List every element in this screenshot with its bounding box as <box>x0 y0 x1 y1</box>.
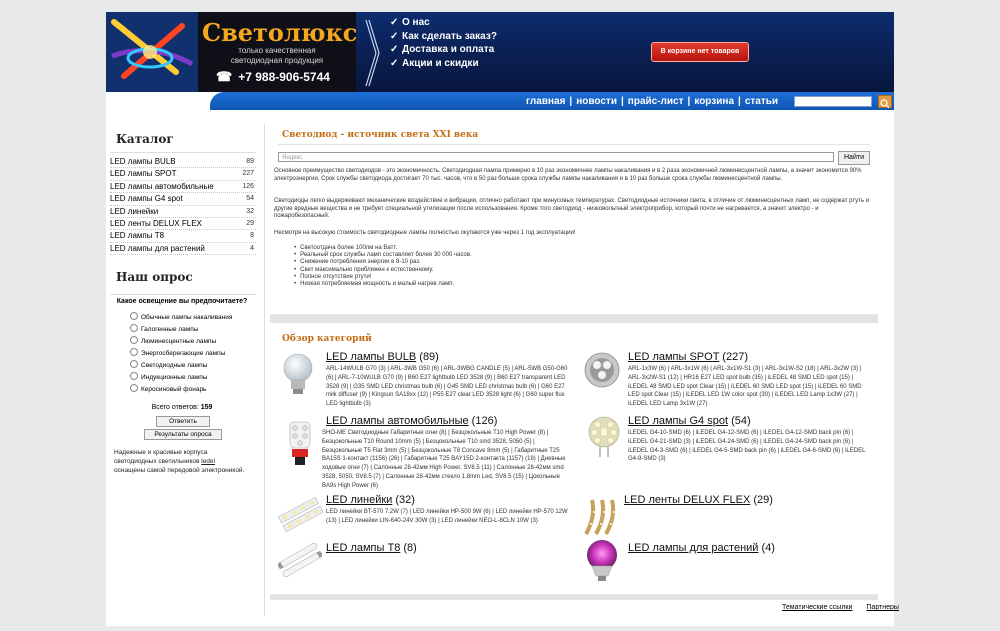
category-link[interactable]: LED ленты DELUX FLEX <box>624 494 751 506</box>
page <box>106 12 899 626</box>
header <box>106 12 894 92</box>
search-button[interactable] <box>878 95 892 108</box>
poll-option[interactable]: Индукционные лампы <box>130 372 232 384</box>
check-icon: ✓ <box>390 17 399 28</box>
yandex-search-input[interactable]: Яндекс <box>278 152 834 162</box>
poll-option[interactable]: Люминесцентные лампы <box>130 336 232 348</box>
benefits-list <box>300 245 860 288</box>
category-link[interactable]: LED лампы SPOT <box>628 351 720 363</box>
list-item: • Низкая потребляемая мощность и малый нагрев ламп. <box>300 281 860 288</box>
radio-button[interactable] <box>130 336 138 344</box>
product-image-car[interactable] <box>280 416 320 473</box>
column-divider <box>264 124 265 616</box>
poll-option[interactable]: Галогенные лампы <box>130 324 232 336</box>
poll-option[interactable]: Обычные лампы накаливания <box>130 312 232 324</box>
footer-links <box>768 604 899 611</box>
category-block: LED лампы BULB (89) ARL-14WULB G70 (3) | ARL-3WB G50 (6) | ARL-3WBG CANDLE (5) | ARL-5WB G50-G60 (6) | ARL-7-10WULB G70 (9) | B60 E27 lightbulb LED 3528 (9) | B60 E27 transparent LED 3528 (9) | G35 SMD LED christmas bulb (6) | G45 SMD LED christmas bulb (6) | G60 E27 milk diffuser (9) | Kingsun SA19xx (12) | P55 E27 clear LED 3528 light (6) | G60 super flux LED lightbulb (3) <box>326 351 568 408</box>
list-item: • Полное отсутствие ртути! <box>300 274 860 281</box>
radio-button[interactable] <box>130 324 138 332</box>
product-image-bars[interactable] <box>278 494 324 541</box>
poll-options <box>130 312 232 396</box>
product-image-strip[interactable] <box>582 496 618 541</box>
check-icon: ✓ <box>390 30 399 42</box>
category-item[interactable]: LED лампы SPOT 227 <box>110 168 256 180</box>
category-block: LED ленты DELUX FLEX (29) <box>624 494 773 506</box>
subcategory-links[interactable]: iLEDEL G4-10-SMD (6) | iLEDEL G4-12-SMD (6) | iLEDEL G4-12-SMD back pin (6) | iLEDEL G4-21-SMD (3) | iLEDEL G4-24-SMD (6) | iLEDEL G4-24-SMD back pin (6) | iLEDEL G4-3-SMD (6) | iLEDEL G4-5-SMD back pin (6) | iLEDEL G4-6-SMD (6) | iLEDEL G4-9-SMD (3) <box>628 430 866 463</box>
check-icon: ✓ <box>390 44 399 55</box>
radio-button[interactable] <box>130 312 138 320</box>
list-item: • Реальный срок службы ламп составляет более 30 000 часов. <box>300 252 860 259</box>
product-image-spot[interactable] <box>582 350 622 395</box>
category-block: LED лампы SPOT (227) ARL-1x3W (6) | ARL-3x1W (6) | ARL-3x1W-S1 (3) | ARL-3x1W-S2 (18) | ARL-3x2W (3) | ARL-3x2W-S1 (12) | HR16 E27 LED spot bulb (35) | iLEDEL 48 SMD LED spot (15) | iLEDEL 48 SMD LED spot Clear (15) | iLEDEL 60 SMD LED spot (15) | iLEDEL 60 SMD LED spot Clear (15) | iLEDEL LED 1W color spot (30) | iLEDEL LED Lamp 1x3W (27) | iLEDEL LED Lamp 3x1W (27) <box>628 351 874 409</box>
top-menu-item[interactable]: ✓ Как сделать заказ? <box>390 30 497 42</box>
poll-total: Всего ответов: 159 <box>151 404 213 411</box>
poll-option[interactable]: Керосиновый фонарь <box>130 384 232 396</box>
poll-option[interactable]: Светодиодные лампы <box>130 360 232 372</box>
product-image-plants[interactable] <box>582 538 622 587</box>
vote-button[interactable]: Ответить <box>156 416 210 427</box>
footer-link-partners[interactable]: Партнеры <box>866 604 899 611</box>
site-search-input[interactable] <box>794 96 872 107</box>
category-item[interactable]: LED лампы G4 spot 54 <box>110 193 256 205</box>
category-link[interactable]: LED лампы T8 <box>326 542 401 554</box>
category-block: LED линейки (32) LED линейки BT-570 7.2W (7) | LED линейки HP-500 9W (6) | LED линейки HP-570 12W (13) | LED линейки LIN-640-24V 30W (3) | LED линейки NEO-L-8CLN 10W (3) <box>326 494 572 526</box>
category-block: LED лампы для растений (4) <box>628 542 775 554</box>
search-icon <box>879 98 891 109</box>
nav-price-list[interactable]: прайс-лист <box>627 96 684 107</box>
category-link[interactable]: LED лампы BULB <box>326 351 417 363</box>
product-image-bulb[interactable] <box>278 352 318 401</box>
overview-title: Обзор категорий <box>282 334 372 344</box>
category-link[interactable]: LED линейки <box>326 494 393 506</box>
list-item: • Свет максимально приближен к естественному. <box>300 267 860 274</box>
check-icon: ✓ <box>390 57 399 69</box>
poll-question: Какое освещение вы предпочитаете? <box>116 298 248 305</box>
chevron-decoration <box>364 18 380 88</box>
radio-button[interactable] <box>130 348 138 356</box>
intro-paragraph: Несмотря на высокую стоимость светодиодные лампы полностью окупаются уже через 1 год эксплуатации! <box>274 230 576 236</box>
top-menu-item[interactable]: ✓ Доставка и оплата <box>390 44 495 55</box>
intro-paragraph: Светодиоды легко выдерживают механические воздействие и вибрации, отлично работают при минусовых температурах. Светодиодные источники света, в отличие от люминесцентных ламп, не содержат ртуть и другие вредные вещества и не требует специальной утилизации после использования. Кроме того светодиод - низковольтный электроприбор, который почти не нагревается, а значит электро - и пожаробезопасный. <box>274 198 870 219</box>
category-block: LED лампы T8 (8) <box>326 542 417 554</box>
category-block: LED лампы автомобильные (126) SHO-ME Светодиодные Габаритные огни (8) | Безцокольные T10 High Power (8) | Безцокольные T10 Round 10mm (5) | Безцокольные T10 smd 3528, 5050 (5) | Безцокольные T5 Flat 3mm (5) | Безцокольные T8 Concave 8mm (5) | Габаритные T25 BA15S 1-контакт (1156) (26) | Габаритные T25 BAY15D 2-контакта (1157) (18) | Дневные ходовые огни (7) | Салонные 28-42мм High Power, SV8.5 (11) | Салонные 28-42мм smd 3528, 5050, SV8.5 (7) | Салонные 28-42мм стекло 1.8mm Led, SV8.5 (15) | Цокольные BA9s High Power (6) <box>322 415 574 491</box>
section-divider <box>270 314 878 323</box>
phone-icon: ☎ <box>216 69 233 84</box>
category-item[interactable]: LED лампы автомобильные 126 <box>110 181 256 193</box>
phone-number: ☎ +7 988-906-5744 <box>216 69 330 84</box>
category-link[interactable]: LED лампы для растений <box>628 542 759 554</box>
list-item: • Снижение потребления энергии в 8-10 раз. <box>300 259 860 266</box>
category-item[interactable]: LED ленты DELUX FLEX 29 <box>110 218 256 230</box>
category-block: LED лампы G4 spot (54) iLEDEL G4-10-SMD (6) | iLEDEL G4-12-SMD (6) | iLEDEL G4-12-SMD back pin (6) | iLEDEL G4-21-SMD (3) | iLEDEL G4-24-SMD (6) | iLEDEL G4-24-SMD back pin (6) | iLEDEL G4-3-SMD (6) | iLEDEL G4-5-SMD back pin (6) | iLEDEL G4-6-SMD (6) | iLEDEL G4-9-SMD (3) <box>628 415 874 464</box>
radio-button[interactable] <box>130 372 138 380</box>
subcategory-links[interactable]: ARL-14WULB G70 (3) | ARL-3WB G50 (6) | ARL-3WBG CANDLE (5) | ARL-5WB G50-G60 (6) | ARL-7-10WULB G70 (9) | B60 E27 lightbulb LED 3528 (9) | B60 E27 transparent LED 3528 (9) | G35 SMD LED christmas bulb (6) | G45 SMD LED christmas bulb (6) | G60 E27 milk diffuser (9) | Kingsun SA19xx (12) | P55 E27 clear LED 3528 light (6) | G60 super flux LED lightbulb (3) <box>326 366 568 408</box>
brand-tagline: только качественная светодиодная продукция <box>230 46 324 65</box>
brand-block <box>198 12 356 92</box>
nav-articles[interactable]: статьи <box>744 96 779 107</box>
product-image-g4[interactable] <box>586 414 622 463</box>
nav-cart[interactable]: корзина <box>694 96 735 107</box>
footer-link-topics[interactable]: Тематические ссылки <box>782 604 853 611</box>
top-menu-item[interactable]: ✓ О нас <box>390 17 430 28</box>
nav-news[interactable]: новости <box>576 96 617 107</box>
category-link[interactable]: LED лампы G4 spot <box>628 415 728 427</box>
main-navbar <box>210 92 894 110</box>
results-button[interactable]: Результаты опроса <box>144 429 222 440</box>
category-item[interactable]: LED лампы для растений 4 <box>110 243 256 255</box>
nav-home[interactable]: главная <box>526 96 566 107</box>
brand-title[interactable]: Светолюкс <box>202 18 358 47</box>
radio-button[interactable] <box>130 360 138 368</box>
radio-button[interactable] <box>130 384 138 392</box>
category-item[interactable]: LED лампы BULB 89 <box>110 156 256 168</box>
product-image-t8[interactable] <box>278 538 322 587</box>
category-item[interactable]: LED лампы T8 8 <box>110 230 256 242</box>
list-item: • Светоотдача более 100лм на Ватт. <box>300 245 860 252</box>
subcategory-links[interactable]: ARL-1x3W (6) | ARL-3x1W (6) | ARL-3x1W-S1 (3) | ARL-3x1W-S2 (18) | ARL-3x2W (3) | ARL-3x2W-S1 (12) | HR16 E27 LED spot bulb (35) | iLEDEL 48 SMD LED spot (15) | iLEDEL 48 SMD LED spot Clear (15) | iLEDEL 60 SMD LED spot (15) | iLEDEL 60 SMD LED spot Clear (15) | iLEDEL LED 1W color spot (30) | iLEDEL LED Lamp 1x3W (27) | iLEDEL LED Lamp 3x1W (27) <box>628 366 862 408</box>
page-title: Светодиод - источник света XXI века <box>282 130 479 140</box>
category-list <box>110 156 256 255</box>
top-menu-item[interactable]: ✓ Акции и скидки <box>390 57 479 69</box>
promo-link[interactable]: ledel <box>201 458 215 465</box>
nav-links: главная | новости | прайс-лист | корзина | статьи <box>526 96 779 107</box>
intro-paragraph: Основное преимущество светодиодов - это экономичность. Светодиодная лампа примерно в 10 раз экономичнее лампы накаливания и в 2 раза экономичней люминесцентной лампы, а значит экономится 90% электроэнергии. Срок службы светодиода достигает 70 тыс. часов, что в 50 раз больше срока службы лампы накаливания и в 10 раз больше срока службы люминесцентной лампы. <box>274 168 862 182</box>
top-menu <box>390 16 497 70</box>
category-link[interactable]: LED лампы автомобильные <box>326 415 469 427</box>
yandex-search-button[interactable]: Найти <box>838 151 870 165</box>
category-item[interactable]: LED линейки 32 <box>110 206 256 218</box>
subcategory-links[interactable]: LED линейки BT-570 7.2W (7) | LED линейки HP-500 9W (6) | LED линейки HP-570 12W (13) | LED линейки LIN-640-24V 30W (3) | LED линейки NEO-L-8CLN 10W (3) <box>326 509 568 524</box>
poll-title: Наш опрос <box>116 270 193 284</box>
section-divider <box>270 594 878 600</box>
subcategory-links[interactable]: SHO-ME Светодиодные Габаритные огни (8) | Безцокольные T10 High Power (8) | Безцокольные T10 Round 10mm (5) | Безцокольные T10 smd 3528, 5050 (5) | Безцокольные T5 Flat 3mm (5) | Безцокольные T8 Concave 8mm (5) | Габаритные T25 BA15S 1-контакт (1156) (26) | Габаритные T25 BAY15D 2-контакта (1157) (18) | Дневные ходовые огни (7) | Салонные 28-42мм High Power, SV8.5 (11) | Салонные 28-42мм smd 3528, 5050, SV8.5 (7) | Салонные 28-42мм стекло 1.8mm Led, SV8.5 (15) | Цокольные BA9s High Power (6) <box>322 430 566 489</box>
sidebar-promo: Надежные и красивые корпуса светодиодных светильников ledel оснащены самой передовой электроникой. <box>114 449 245 474</box>
catalog-title: Каталог <box>116 132 174 146</box>
cart-button[interactable]: В корзине нет товаров <box>651 42 749 62</box>
logo-image[interactable] <box>106 12 198 92</box>
poll-option[interactable]: Энергосберегающие лампы <box>130 348 232 360</box>
